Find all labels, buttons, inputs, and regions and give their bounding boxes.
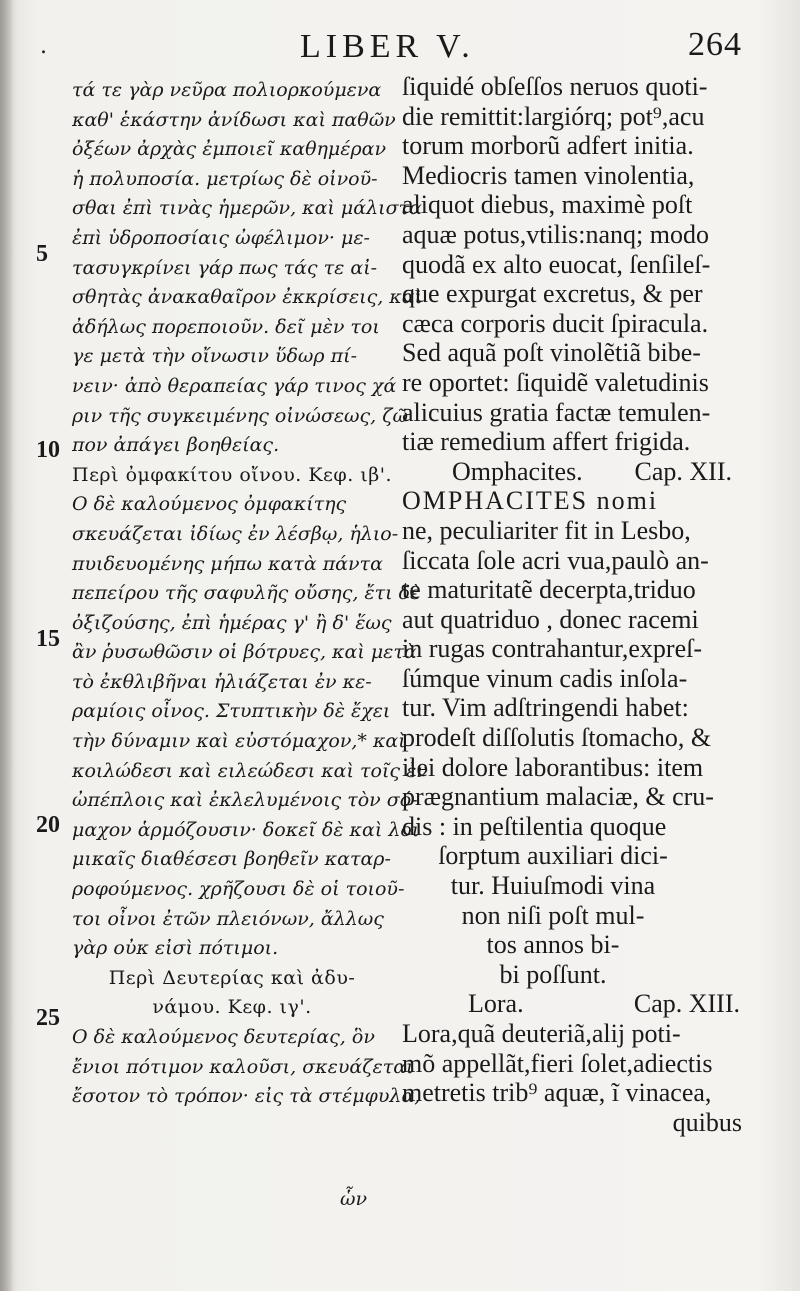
greek-line: ραμίοις οἶνος. Στυπτικὴν δὲ ἔχει — [72, 700, 391, 723]
greek-chapter-heading: Περὶ ὀμφακίτου οἴνου. Κεφ. ιβ'. — [72, 463, 392, 486]
greek-line: τασυγκρίνει γάρ πως τάς τε αἰ- — [72, 256, 378, 279]
header-mark: . — [40, 34, 47, 59]
latin-line: Mediocris tamen vinolentia, — [402, 160, 695, 190]
line-number-10: 10 — [36, 437, 60, 463]
latin-line: OMPHACITES nomi — [402, 486, 659, 516]
latin-line: dis : in peſtilentia quoque — [402, 811, 667, 841]
greek-chapter-heading: νάμου. Κεφ. ιγ'. — [152, 996, 312, 1019]
greek-line: ἔσοτον τὸ τρόπον· εἰς τὰ στέμφυλα, — [72, 1085, 421, 1108]
latin-column — [402, 72, 744, 1137]
latin-line: mõ appellãt,fieri ſolet,adiectis — [402, 1048, 713, 1078]
latin-tapered-line: non niſi poſt mul- — [461, 900, 645, 930]
greek-line: μικαῖς διαθέσεσι βοηθεῖν καταρ- — [72, 848, 391, 871]
greek-line: ὀξέων ἀρχὰς ἐμποιεῖ καθημέραν — [72, 138, 387, 161]
latin-line: die remittit:largiórq; pot⁹,acu — [402, 101, 705, 131]
latin-line: torum morborũ adfert initia. — [402, 131, 694, 161]
line-number-margin — [0, 0, 72, 1291]
greek-line: νειν· ἀπὸ θεραπείας γάρ τινος χά — [72, 374, 397, 397]
latin-chapter-heading-omphacites — [402, 457, 744, 487]
latin-line: ſiquidé obſeſſos neruos quoti- — [402, 72, 708, 101]
greek-chapter-heading: Περὶ Δευτερίας καὶ ἀδυ- — [108, 966, 356, 989]
line-number-15: 15 — [36, 626, 60, 652]
greek-line: ἔνιοι πότιμον καλοῦσι, σκευάζεται — [72, 1055, 414, 1078]
latin-line: prodeſt diſſolutis ſtomacho, & — [402, 723, 712, 753]
chapter-number: Cap. XII. — [634, 456, 732, 486]
greek-line: Ο δὲ καλούμενος ὀμφακίτης — [72, 493, 347, 516]
greek-line: καθ' ἑκάστην ἀνίδωσι καὶ παθῶν — [72, 108, 396, 131]
latin-line: Lora,quã deuteriã,alij poti- — [402, 1019, 681, 1048]
latin-line: ne, peculiariter fit in Lesbo, — [402, 515, 691, 545]
latin-line: ſiccata ſole acri vua,paulò an- — [402, 545, 709, 575]
greek-line: ἐπὶ ὑδροποσίαις ὠφέλιμον· με- — [72, 226, 370, 249]
latin-line: alicuius gratia factæ temulen- — [402, 397, 711, 427]
greek-line: τοι οἶνοι ἐτῶν πλειόνων, ἄλλως — [72, 907, 384, 930]
greek-line: ἡ πολυποσία. μετρίως δὲ οἰνοῦ- — [72, 167, 378, 190]
greek-line: ροφούμενος. χρῆζουσι δὲ οἱ τοιοῦ- — [72, 878, 405, 901]
latin-line: prægnantium malaciæ, & cru- — [402, 782, 714, 812]
latin-line: quodã ex alto euocat, ſenſileſ- — [402, 249, 711, 279]
greek-line: τά τε γὰρ νεῦρα πολιορκούμενα — [72, 79, 382, 101]
greek-line: γε μετὰ τὴν οἴνωσιν ὕδωρ πί- — [72, 345, 357, 368]
greek-line: σκευάζεται ἰδίως ἐν λέσβῳ, ἡλιο- — [72, 522, 399, 545]
greek-catchword: ὧν — [340, 1188, 368, 1210]
greek-line: πον ἀπάγει βοηθείας. — [72, 434, 280, 457]
latin-line: que expurgat excretus, & per — [402, 279, 703, 309]
latin-line: re oportet: ſiquidẽ valetudinis — [402, 367, 709, 397]
latin-line: metretis trib⁹ aquæ, ĩ vinacea, — [402, 1078, 712, 1108]
greek-line: ἀδήλως πορεποιοῦν. δεῖ μὲν τοι — [72, 315, 380, 338]
latin-tapered-line: bi poſſunt. — [499, 959, 607, 989]
running-title: LIBER V. — [300, 28, 475, 65]
latin-line: ſúmque vinum cadis inſola- — [402, 663, 688, 693]
greek-line: ριν τῆς συγκειμένης οἰνώσεως, ζῶ — [72, 404, 409, 427]
latin-line: Sed aquã poſt vinolẽtiã bibe- — [402, 338, 701, 368]
latin-line: tiæ remedium affert frigida. — [402, 427, 691, 457]
greek-line: γὰρ οὐκ εἰσὶ πότιμοι. — [72, 937, 279, 960]
latin-tapered-line: ſorptum auxiliari dici- — [438, 841, 668, 871]
greek-line: πυιδευομένης μήπω κατὰ πάντα — [72, 552, 383, 575]
latin-line: ilei dolore laborantibus: item — [402, 752, 704, 782]
latin-line: cæca corporis ducit ſpiracula. — [402, 308, 709, 338]
latin-line: in rugas contrahantur,expreſ- — [402, 634, 703, 664]
latin-line: aliquot diebus, maximè poſt — [402, 190, 693, 220]
greek-line: σθαι ἐπὶ τινὰς ἡμερῶν, καὶ μάλιστα — [72, 197, 422, 220]
greek-line: μαχον ἁρμόζουσιν· δοκεῖ δὲ καὶ λοι — [72, 818, 420, 841]
latin-line: tur. Vim adſtringendi habet: — [402, 693, 689, 723]
greek-line: Ο δὲ καλούμενος δευτερίας, ὃν — [72, 1026, 375, 1048]
latin-catchword: quibus — [672, 1107, 742, 1137]
greek-line: κοιλώδεσι καὶ ειλεώδεσι καὶ τοῖς ἐν — [72, 759, 428, 782]
latin-line: aut quatriduo , donec racemi — [402, 604, 699, 634]
greek-line: σθητὰς ἀνακαθαῖρον ἐκκρίσεις, καὶ — [72, 286, 423, 309]
greek-column — [72, 76, 428, 1112]
page-header — [0, 22, 800, 72]
greek-line: ἂν ῥυσωθῶσιν οἱ βότρυες, καὶ μετὰ — [72, 641, 417, 664]
greek-line: ὀξιζούσης, ἐπὶ ἡμέρας γ' ἢ δ' ἕως — [72, 611, 392, 634]
greek-line: πεπείρου τῆς σαφυλῆς οὔσης, ἔτι δὲ — [72, 582, 421, 605]
latin-line: aquæ potus,vtilis:nanq; modo — [402, 219, 709, 249]
chapter-title: Lora. — [468, 989, 524, 1019]
line-number-25: 25 — [36, 1005, 60, 1031]
latin-tapered-line: tur. Huiuſmodi vina — [450, 871, 656, 901]
page-number: 264 — [688, 26, 742, 63]
chapter-title: Omphacites. — [452, 456, 583, 486]
chapter-number: Cap. XIII. — [633, 989, 740, 1019]
greek-line: τὸ ἐκθλιβῆναι ἡλιάζεται ἐν κε- — [72, 670, 372, 693]
latin-chapter-heading-lora — [402, 989, 744, 1019]
greek-line: τὴν δύναμιν καὶ εὐστόμαχον,* καὶ — [72, 730, 406, 753]
greek-line: ὠπέπλοις καὶ ἐκλελυμένοις τὸν σό- — [72, 789, 418, 812]
latin-line: te maturitatẽ decerpta,triduo — [402, 575, 696, 605]
line-number-20: 20 — [36, 812, 60, 838]
line-number-5: 5 — [36, 241, 48, 267]
latin-tapered-line: tos annos bi- — [486, 930, 620, 960]
